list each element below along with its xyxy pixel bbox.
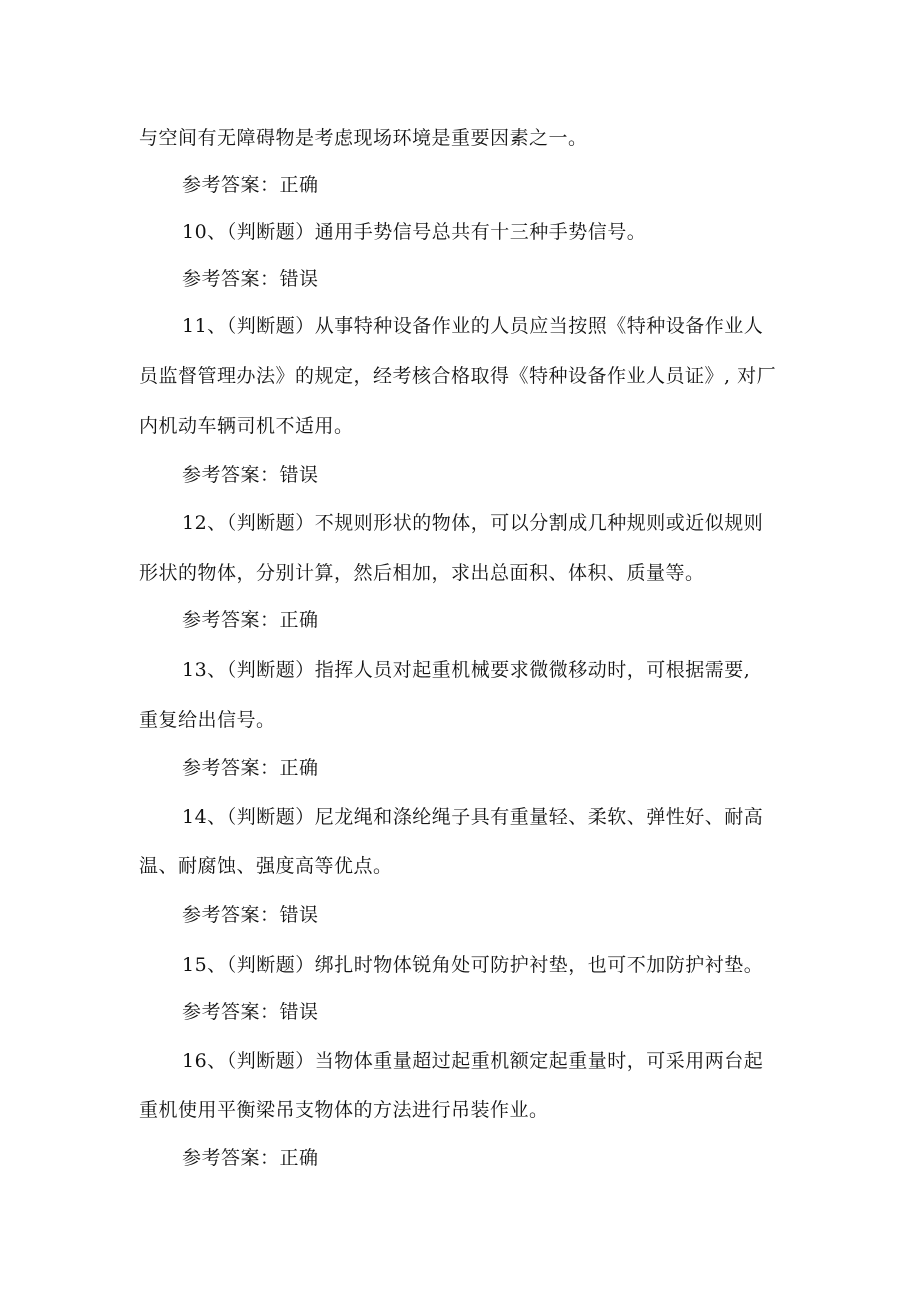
answer-line: 参考答案：正确 [182,757,319,779]
paragraph-line: 重复给出信号。 [139,709,276,731]
answer-line: 参考答案：错误 [182,904,319,926]
question-13: 13、（判断题）指挥人员对起重机械要求微微移动时，可根据需要, [182,659,751,681]
paragraph-line: 形状的物体，分别计算，然后相加，求出总面积、体积、质量等。 [139,562,705,584]
question-11: 11、（判断题）从事特种设备作业的人员应当按照《特种设备作业人 [182,315,764,337]
question-16: 16、（判断题）当物体重量超过起重机额定起重量时，可采用两台起 [182,1050,764,1072]
paragraph-line: 与空间有无障碍物是考虑现场环境是重要因素之一。 [139,127,588,149]
paragraph-line: 内机动车辆司机不适用。 [139,415,354,437]
answer-line: 参考答案：错误 [182,268,319,290]
answer-line: 参考答案：错误 [182,464,319,486]
paragraph-line: 员监督管理办法》的规定，经考核合格取得《特种设备作业人员证》, 对厂 [139,365,777,387]
question-12: 12、（判断题）不规则形状的物体，可以分割成几种规则或近似规则 [182,512,764,534]
paragraph-line: 重机使用平衡梁吊支物体的方法进行吊装作业。 [139,1099,549,1121]
question-10: 10、（判断题）通用手势信号总共有十三种手势信号。 [182,221,647,243]
question-15: 15、（判断题）绑扎时物体锐角处可防护衬垫，也可不加防护衬垫。 [182,954,764,976]
answer-line: 参考答案：正确 [182,1147,319,1169]
question-14: 14、（判断题）尼龙绳和涤纶绳子具有重量轻、柔软、弹性好、耐高 [182,806,764,828]
paragraph-line: 温、耐腐蚀、强度高等优点。 [139,855,393,877]
answer-line: 参考答案：正确 [182,609,319,631]
answer-line: 参考答案：正确 [182,174,319,196]
answer-line: 参考答案：错误 [182,1001,319,1023]
